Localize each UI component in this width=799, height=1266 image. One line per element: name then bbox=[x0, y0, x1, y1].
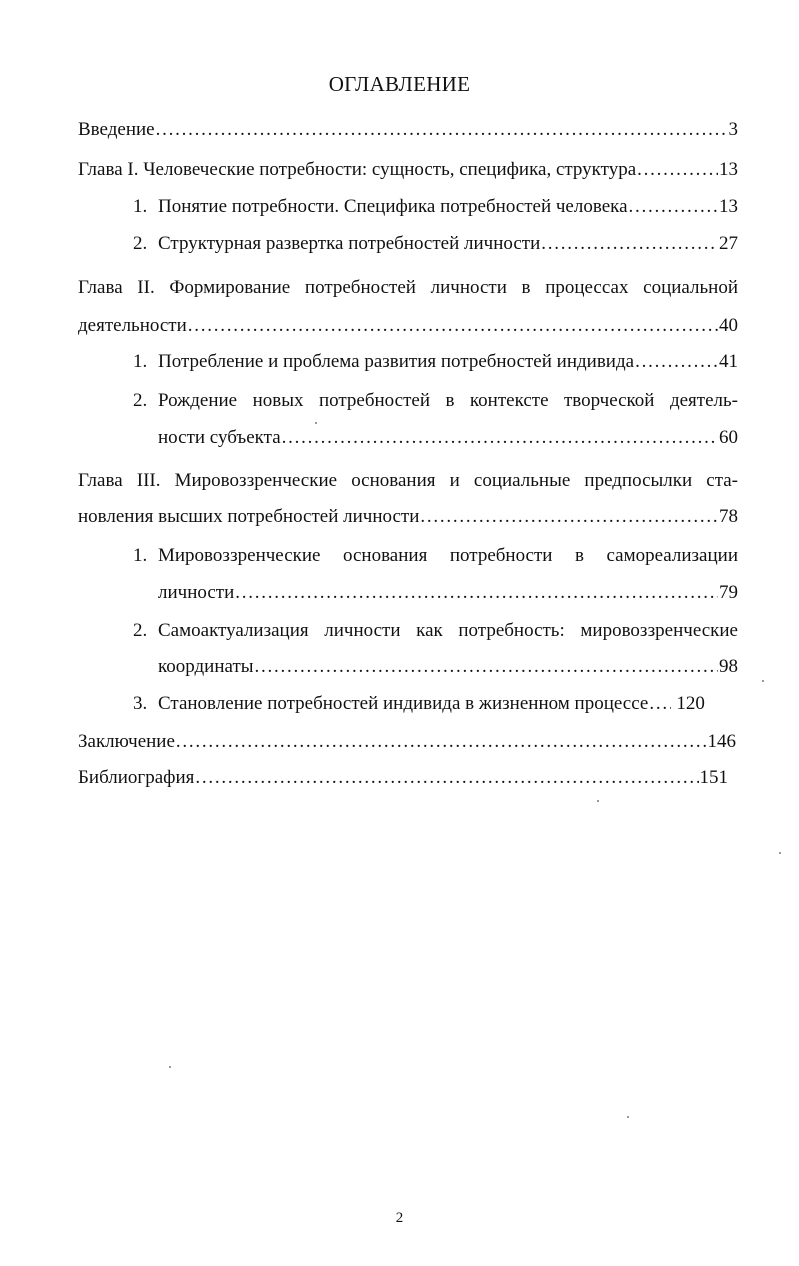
toc-page-number: 3 bbox=[728, 119, 738, 140]
toc-entry-text-line1: Мировоззренческие основания потребности в самореализации bbox=[158, 545, 738, 566]
toc-page-number: 146 bbox=[707, 731, 736, 752]
toc-entry-text: Понятие потребности. Специфика потребностей человека bbox=[158, 196, 628, 217]
toc-entry-chapter-3[interactable] bbox=[78, 502, 738, 532]
scan-speck bbox=[779, 852, 781, 854]
scan-speck bbox=[169, 1066, 171, 1068]
toc-page-number: 98 bbox=[719, 656, 738, 677]
dot-leader bbox=[649, 689, 671, 719]
page-number: 2 bbox=[395, 1210, 404, 1226]
toc-page-number: 60 bbox=[719, 427, 738, 448]
section-number: 1. bbox=[133, 196, 148, 217]
toc-entry-text-line1: Самоактуализация личности как потребность: мировоззренческие bbox=[158, 620, 738, 641]
toc-entry-text: новления высших потребностей личности bbox=[78, 506, 420, 527]
toc-entry-conclusion[interactable] bbox=[78, 727, 736, 757]
dot-leader bbox=[629, 192, 718, 222]
section-number: 2. bbox=[133, 620, 148, 641]
toc-entry-text: личности bbox=[158, 582, 235, 603]
toc-entry-text-line1: Глава II. Формирование потребностей личности в процессах социальной bbox=[78, 277, 738, 298]
toc-page-number: 13 bbox=[719, 196, 738, 217]
section-number: 2. bbox=[133, 390, 148, 411]
scan-speck bbox=[627, 1116, 629, 1118]
dot-leader bbox=[637, 155, 718, 185]
toc-page-number: 13 bbox=[719, 159, 738, 180]
toc-entry-section-1-1[interactable] bbox=[133, 192, 738, 222]
toc-entry-text-line1: Глава III. Мировоззренческие основания и социальные предпосылки ста- bbox=[78, 470, 738, 491]
dot-leader bbox=[255, 652, 718, 682]
dot-leader bbox=[188, 311, 718, 341]
dot-leader bbox=[635, 347, 718, 377]
section-number: 2. bbox=[133, 233, 148, 254]
toc-entry-text: координаты bbox=[158, 656, 254, 677]
scan-speck bbox=[315, 422, 317, 424]
toc-entry-text: Введение bbox=[78, 119, 155, 140]
toc-entry-text-line1: Рождение новых потребностей в контексте творческой деятель- bbox=[158, 390, 738, 411]
toc-entry-section-3-1-line1[interactable] bbox=[133, 541, 738, 571]
dot-leader bbox=[235, 578, 718, 608]
toc-entry-section-2-1[interactable] bbox=[133, 347, 738, 377]
toc-entry-text: ности субъекта bbox=[158, 427, 281, 448]
toc-entry-chapter-2-line1[interactable] bbox=[78, 273, 738, 303]
section-number: 1. bbox=[133, 545, 148, 566]
dot-leader bbox=[156, 115, 728, 145]
section-number: 3. bbox=[133, 693, 148, 714]
toc-entry-text: Становление потребностей индивида в жизненном процессе bbox=[158, 693, 649, 714]
toc-entry-bibliography[interactable] bbox=[78, 763, 728, 793]
scan-speck bbox=[762, 680, 764, 682]
toc-page-number: 41 bbox=[719, 351, 738, 372]
toc-entry-chapter-2[interactable] bbox=[78, 311, 738, 341]
scan-speck bbox=[597, 800, 599, 802]
toc-entry-section-1-2[interactable] bbox=[133, 229, 738, 259]
toc-entry-section-3-3[interactable] bbox=[133, 689, 738, 719]
toc-entry-section-2-2[interactable] bbox=[133, 423, 738, 453]
toc-page-number: 79 bbox=[719, 582, 738, 603]
toc-entry-section-3-2-line1[interactable] bbox=[133, 616, 738, 646]
dot-leader bbox=[420, 502, 718, 532]
toc-entry-section-3-2[interactable] bbox=[133, 652, 738, 682]
toc-entry-chapter-1[interactable] bbox=[78, 155, 738, 185]
dot-leader bbox=[176, 727, 707, 757]
toc-entry-section-2-2-line1[interactable] bbox=[133, 386, 738, 416]
toc-entry-introduction[interactable] bbox=[78, 115, 738, 145]
toc-entry-text: Глава I. Человеческие потребности: сущность, специфика, структура bbox=[78, 159, 637, 180]
dot-leader bbox=[541, 229, 718, 259]
dot-leader bbox=[282, 423, 718, 453]
toc-entry-chapter-3-line1[interactable] bbox=[78, 466, 738, 496]
toc-page-number: 151 bbox=[699, 767, 728, 788]
toc-page-number: 120 bbox=[676, 693, 705, 714]
toc-entry-section-3-1[interactable] bbox=[133, 578, 738, 608]
toc-entry-text: Потребление и проблема развития потребностей индивида bbox=[158, 351, 635, 372]
section-number: 1. bbox=[133, 351, 148, 372]
toc-entry-text: Структурная развертка потребностей личности bbox=[158, 233, 541, 254]
toc-page-number: 40 bbox=[719, 315, 738, 336]
page-title: ОГЛАВЛЕНИЕ bbox=[328, 72, 471, 96]
dot-leader bbox=[195, 763, 698, 793]
toc-page-number: 27 bbox=[719, 233, 738, 254]
toc-page-number: 78 bbox=[719, 506, 738, 527]
toc-entry-text: деятельности bbox=[78, 315, 187, 336]
toc-entry-text: Библиография bbox=[78, 767, 195, 788]
toc-entry-text: Заключение bbox=[78, 731, 175, 752]
